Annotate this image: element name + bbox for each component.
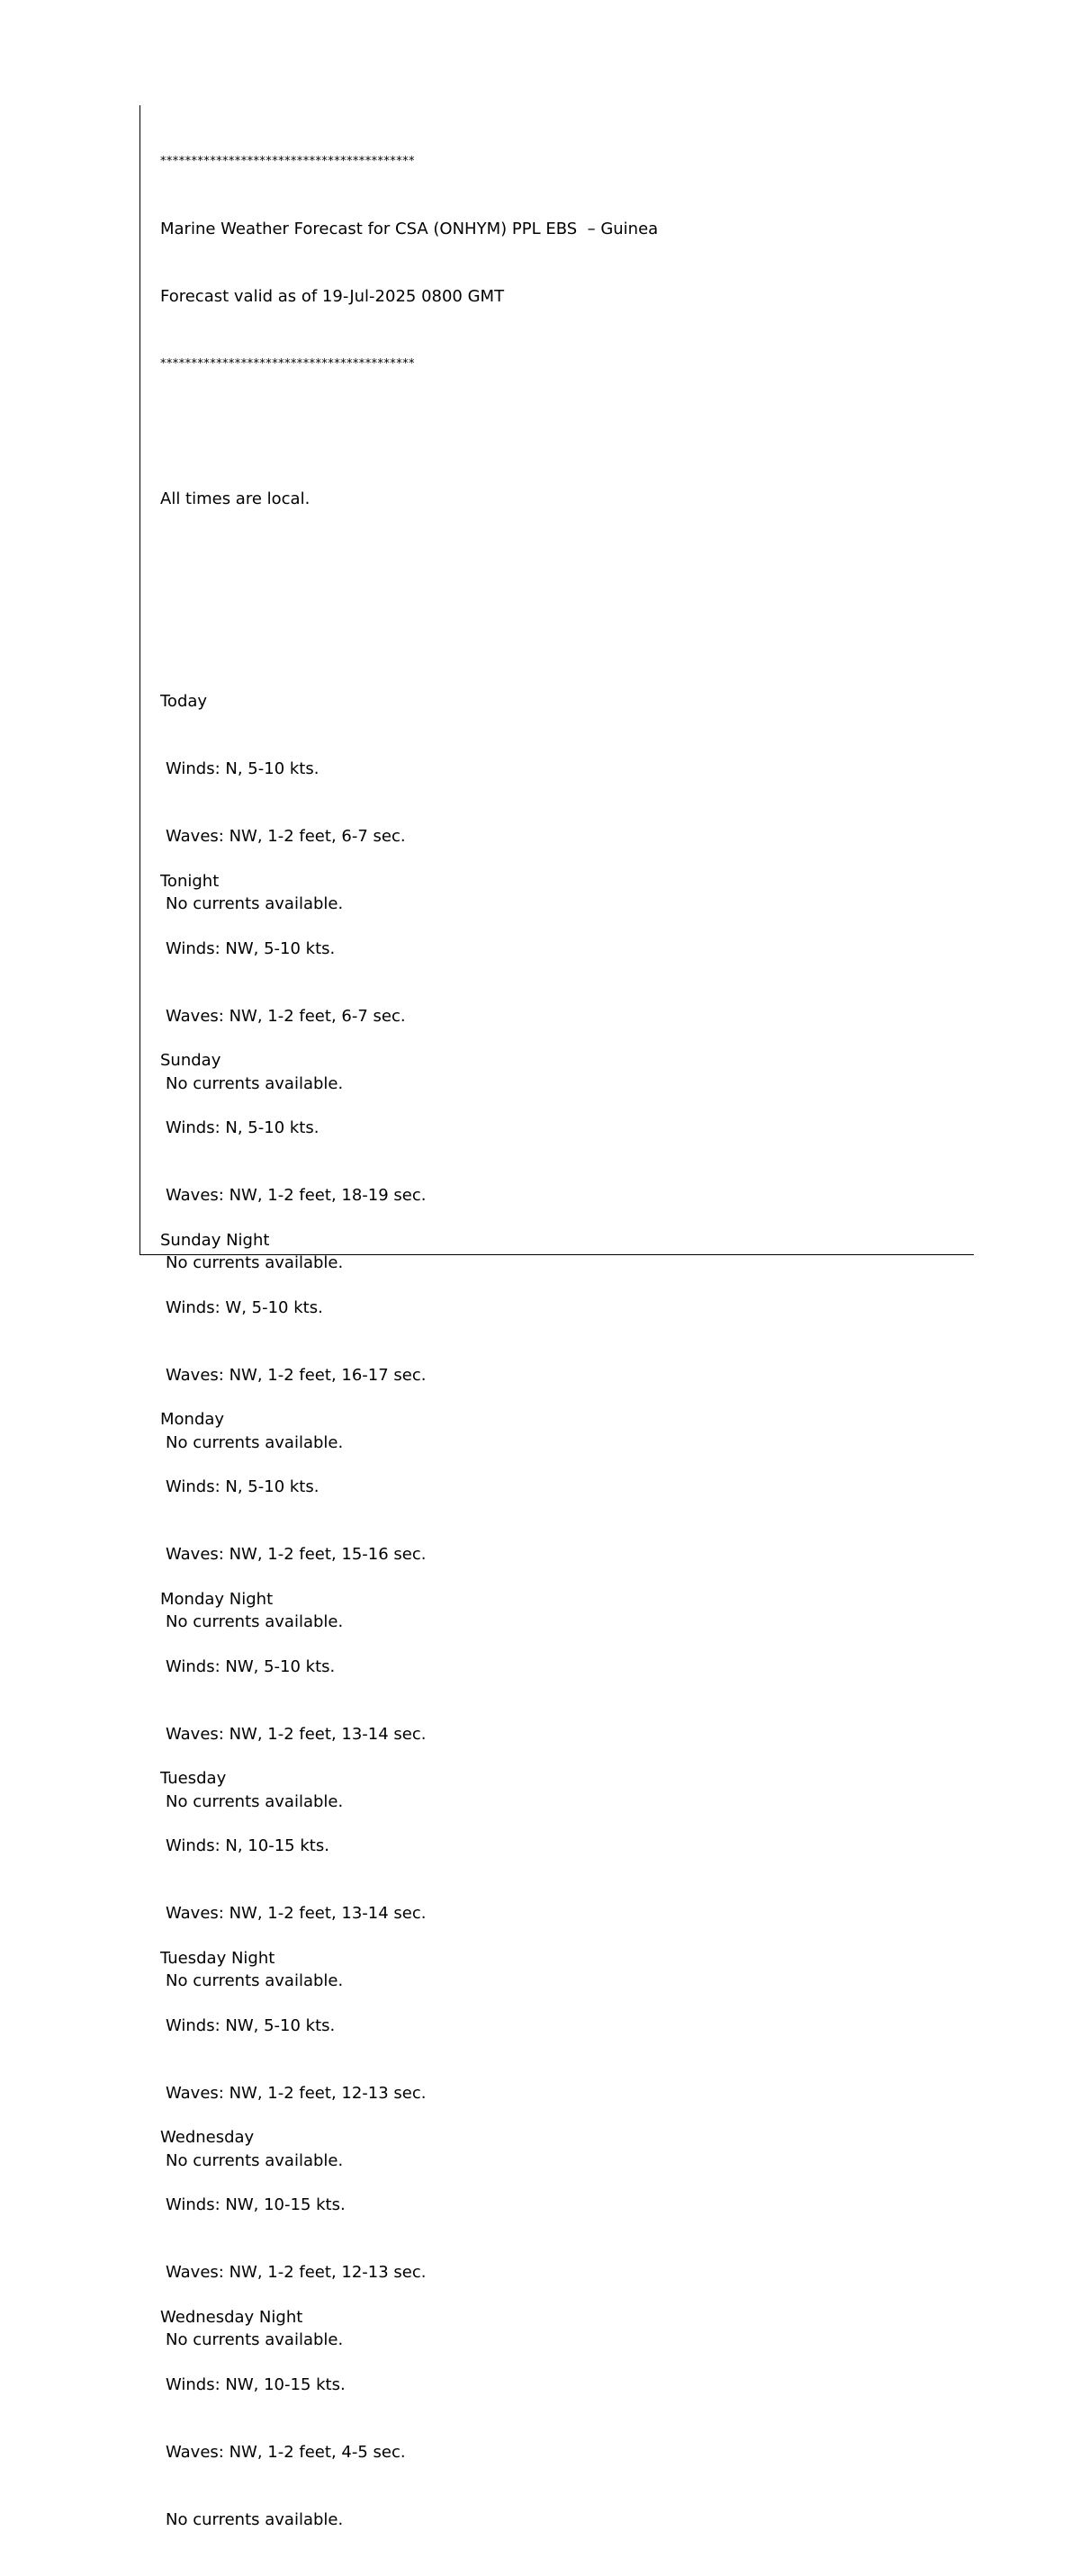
- header-stars-top: *****************************************: [160, 155, 415, 168]
- period-currents: No currents available.: [166, 1971, 344, 1990]
- times-note: All times are local.: [160, 489, 310, 508]
- spacer: [160, 555, 952, 578]
- period-winds: Winds: N, 5-10 kts.: [166, 1477, 320, 1496]
- period-currents: No currents available.: [166, 2150, 344, 2170]
- forecast-valid-time: Forecast valid as of 19-Jul-2025 0800 GMT: [160, 287, 505, 306]
- period-name: Wednesday Night: [160, 2307, 303, 2327]
- period-waves: Waves: NW, 1-2 feet, 6-7 sec.: [166, 827, 406, 846]
- period-name: Monday Night: [160, 1589, 274, 1609]
- period-winds: Winds: NW, 5-10 kts.: [166, 2015, 336, 2035]
- forecast-document: [160, 105, 952, 2529]
- period-waves: Waves: NW, 1-2 feet, 13-14 sec.: [166, 1724, 427, 1744]
- period-name: Monday: [160, 1410, 225, 1429]
- period-winds: Winds: N, 5-10 kts.: [166, 1118, 320, 1137]
- period-waves: Waves: NW, 1-2 feet, 16-17 sec.: [166, 1365, 427, 1385]
- period-currents: No currents available.: [166, 1432, 344, 1452]
- period-name: Sunday: [160, 1051, 221, 1070]
- period-currents: No currents available.: [166, 1791, 344, 1811]
- forecast-title: Marine Weather Forecast for CSA (ONHYM) PPL EBS – Guinea: [160, 220, 659, 238]
- period-name: Tonight: [160, 871, 220, 891]
- header-stars-bottom: *****************************************: [160, 357, 415, 371]
- period-waves: Waves: NW, 1-2 feet, 18-19 sec.: [166, 1186, 427, 1205]
- period-currents: No currents available.: [166, 1073, 344, 1093]
- period-name: Today: [160, 692, 208, 711]
- period-currents: No currents available.: [166, 2330, 344, 2349]
- period-currents: No currents available.: [166, 1253, 344, 1272]
- period-waves: Waves: NW, 1-2 feet, 4-5 sec.: [166, 2442, 406, 2462]
- period-winds: Winds: N, 10-15 kts.: [166, 1836, 329, 1855]
- period-waves: Waves: NW, 1-2 feet, 12-13 sec.: [166, 2263, 427, 2282]
- period-winds: Winds: W, 5-10 kts.: [166, 1297, 323, 1317]
- period-waves: Waves: NW, 1-2 feet, 15-16 sec.: [166, 1545, 427, 1564]
- period-name: Sunday Night: [160, 1230, 270, 1250]
- period-winds: Winds: NW, 10-15 kts.: [166, 2195, 346, 2214]
- period-name: Wednesday: [160, 2128, 255, 2147]
- period-waves: Waves: NW, 1-2 feet, 6-7 sec.: [166, 1006, 406, 1026]
- period-currents: No currents available.: [166, 894, 344, 913]
- period-name: Tuesday Night: [160, 1948, 275, 1968]
- period-winds: Winds: NW, 5-10 kts.: [166, 938, 336, 958]
- period-name: Tuesday: [160, 1769, 227, 1788]
- period-winds: Winds: NW, 10-15 kts.: [166, 2374, 346, 2394]
- period-winds: Winds: NW, 5-10 kts.: [166, 1656, 336, 1676]
- period-waves: Waves: NW, 1-2 feet, 13-14 sec.: [166, 1904, 427, 1923]
- period-waves: Waves: NW, 1-2 feet, 12-13 sec.: [166, 2083, 427, 2103]
- period-currents: No currents available.: [166, 2509, 344, 2529]
- spacer: [160, 420, 952, 443]
- period-currents: No currents available.: [166, 1612, 344, 1631]
- period-winds: Winds: N, 5-10 kts.: [166, 759, 320, 778]
